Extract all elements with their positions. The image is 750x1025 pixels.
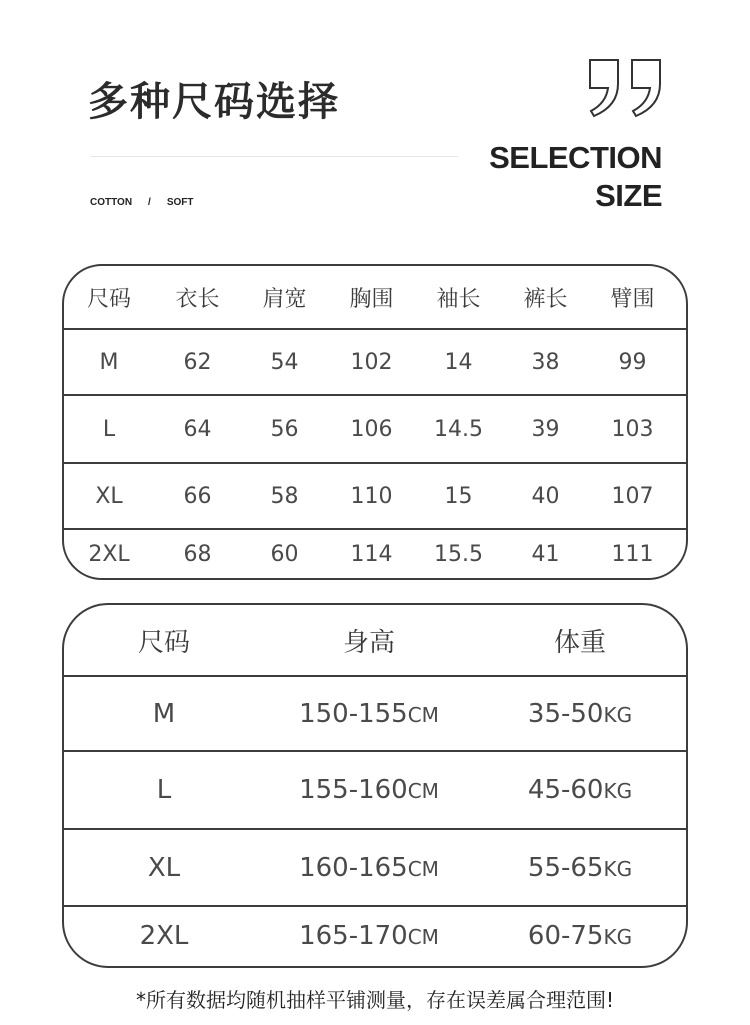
header-cell-size: 尺码: [137, 627, 190, 658]
table-cell: 15.5: [434, 541, 483, 567]
table-cell: 14.5: [434, 416, 483, 442]
weight-value: 35-50: [527, 698, 604, 729]
weight-value: 60-75: [527, 920, 604, 951]
table-cell: 40: [531, 483, 560, 509]
header-cell-arm: 臂围: [610, 286, 655, 312]
table-header-row: [64, 605, 686, 677]
height-unit: CM: [407, 779, 439, 803]
weight-cell: [474, 921, 686, 951]
english-heading-line2: SIZE: [595, 178, 662, 213]
table-cell: 64: [183, 416, 212, 442]
header-cell-weight: 体重: [553, 627, 606, 658]
table-row: [64, 464, 686, 530]
height-cell: [264, 775, 474, 805]
table-header-row: [64, 266, 686, 330]
fit-recommendation-table: [62, 603, 688, 968]
table-cell: 111: [611, 541, 654, 567]
table-cell: 39: [531, 416, 560, 442]
table-row: [64, 830, 686, 907]
footer-note: *所有数据均随机抽样平铺测量，存在误差属合理范围!: [135, 988, 615, 1012]
table-cell: 106: [350, 416, 393, 442]
header-cell-pants: 裤长: [523, 286, 568, 312]
height-unit: CM: [407, 924, 439, 949]
weight-value: 45-60: [527, 775, 604, 805]
table-cell: 38: [531, 349, 560, 375]
table-cell: 102: [350, 349, 393, 375]
header-cell-shoulder: 肩宽: [262, 286, 307, 312]
table-cell: 60: [270, 541, 299, 567]
table-cell: 66: [183, 483, 212, 509]
weight-cell: [474, 853, 686, 883]
header-cell-chest: 胸围: [349, 286, 394, 312]
table-row: [64, 752, 686, 830]
table-cell: 103: [611, 416, 654, 442]
english-heading-line1: SELECTION: [489, 140, 662, 175]
table-cell: 41: [531, 541, 560, 567]
table-cell: 58: [270, 483, 299, 509]
weight-unit: KG: [603, 779, 633, 803]
tagline: [90, 197, 194, 208]
weight-unit: KG: [603, 924, 633, 949]
header-cell-size: 尺码: [86, 286, 131, 312]
height-cell: [264, 921, 474, 951]
table-cell: 14: [444, 349, 473, 375]
page-title: 多种尺码选择: [88, 79, 340, 125]
header-cell-length: 衣长: [175, 286, 220, 312]
table-cell: 110: [350, 483, 393, 509]
size-cell: 2XL: [139, 920, 189, 951]
table-row: [64, 907, 686, 964]
height-value: 160-165: [299, 852, 408, 883]
table-cell: M: [99, 349, 119, 375]
table-row: [64, 677, 686, 752]
table-row: [64, 530, 686, 578]
table-cell: 99: [618, 349, 647, 375]
tag-soft: SOFT: [166, 197, 194, 208]
header-cell-height: 身高: [342, 627, 395, 658]
table-cell: 114: [350, 541, 393, 567]
height-value: 150-155: [299, 698, 408, 729]
double-quote-icon: [588, 58, 664, 118]
table-row: [64, 330, 686, 396]
table-cell: 68: [183, 541, 212, 567]
table-cell: XL: [95, 483, 123, 509]
table-cell: 107: [611, 483, 654, 509]
table-row: [64, 396, 686, 464]
size-cell: XL: [147, 852, 181, 883]
height-cell: [264, 853, 474, 883]
weight-value: 55-65: [527, 852, 604, 883]
tag-cotton: COTTON: [90, 197, 133, 208]
height-cell: [264, 699, 474, 729]
height-unit: CM: [407, 702, 439, 727]
size-measurement-table: [62, 264, 688, 580]
size-cell: M: [152, 698, 176, 729]
size-cell: L: [156, 775, 172, 805]
height-value: 165-170: [299, 920, 408, 951]
weight-cell: [474, 699, 686, 729]
weight-unit: KG: [603, 702, 633, 727]
tag-separator: /: [148, 197, 151, 208]
table-cell: 56: [270, 416, 299, 442]
table-cell: 2XL: [88, 541, 130, 567]
weight-unit: KG: [603, 856, 633, 881]
header-divider: [90, 156, 458, 157]
height-unit: CM: [407, 856, 439, 881]
table-cell: 15: [444, 483, 473, 509]
header-cell-sleeve: 袖长: [436, 286, 481, 312]
height-value: 155-160: [299, 775, 408, 805]
weight-cell: [474, 775, 686, 805]
table-cell: 54: [270, 349, 299, 375]
table-cell: L: [102, 416, 116, 442]
table-cell: 62: [183, 349, 212, 375]
